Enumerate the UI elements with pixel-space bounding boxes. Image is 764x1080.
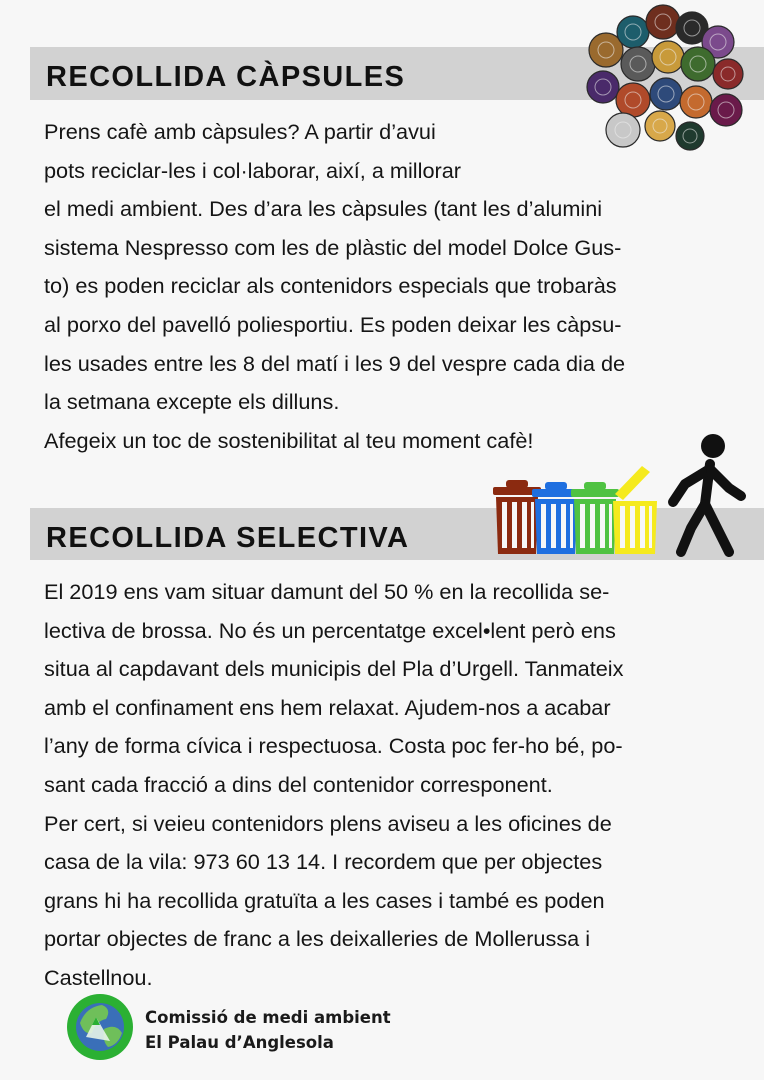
text-line: Per cert, si veieu contenidors plens aviseu a les oficines de	[44, 810, 612, 836]
text-line: sistema Nespresso com les de plàstic del model Dolce Gus-	[44, 234, 622, 260]
text-line: Afegeix un toc de sostenibilitat al teu moment cafè!	[44, 427, 534, 453]
text-line: amb el confinament ens hem relaxat. Ajudem-nos a acabar	[44, 694, 611, 720]
text-line: al porxo del pavelló poliesportiu. Es poden deixar les càpsu-	[44, 311, 622, 337]
recycling-bins-icon	[490, 460, 665, 556]
text-line: pots reciclar-les i col·laborar, així, a millorar	[44, 157, 462, 183]
section-title-selective: RECOLLIDA SELECTIVA	[46, 522, 410, 554]
text-line: El 2019 ens vam situar damunt del 50 % en la recollida se-	[44, 579, 610, 604]
selective-paragraph	[44, 573, 623, 998]
text-line: la setmana excepte els dilluns.	[44, 389, 340, 415]
capsules-paragraph	[44, 113, 625, 460]
text-line: Prens cafè amb càpsules? A partir d’avui	[44, 119, 436, 144]
text-line: Castellnou.	[44, 964, 153, 990]
text-line: lectiva de brossa. No és un percentatge excel•lent però ens	[44, 617, 616, 643]
text-line: casa de la vila: 973 60 13 14. I recordem que per objectes	[44, 849, 603, 875]
text-line: el medi ambient. Des d’ara les càpsules (tant les d’alumini	[44, 196, 603, 222]
medi-ambient-logo	[66, 993, 134, 1061]
text-line: situa al capdavant dels municipis del Pla d’Urgell. Tanmateix	[44, 656, 624, 682]
text-line: sant cada fracció a dins del contenidor corresponent.	[44, 771, 553, 797]
text-line: to) es poden reciclar als contenidors especials que trobaràs	[44, 273, 617, 299]
section-title-capsules: RECOLLIDA CÀPSULES	[46, 61, 406, 93]
text-line: portar objectes de franc a les deixalleries de Mollerussa i	[44, 926, 591, 952]
text-line: grans hi ha recollida gratuïta a les cases i també es poden	[44, 887, 605, 913]
text-line: les usades entre les 8 del matí i les 9 del vespre cada dia de	[44, 350, 626, 376]
walking-person-icon	[655, 432, 747, 558]
footer-committee: Comissió de medi ambient	[145, 1008, 391, 1027]
footer-town: El Palau d’Anglesola	[145, 1033, 334, 1052]
text-line: l’any de forma cívica i respectuosa. Costa poc fer-ho bé, po-	[44, 733, 623, 759]
